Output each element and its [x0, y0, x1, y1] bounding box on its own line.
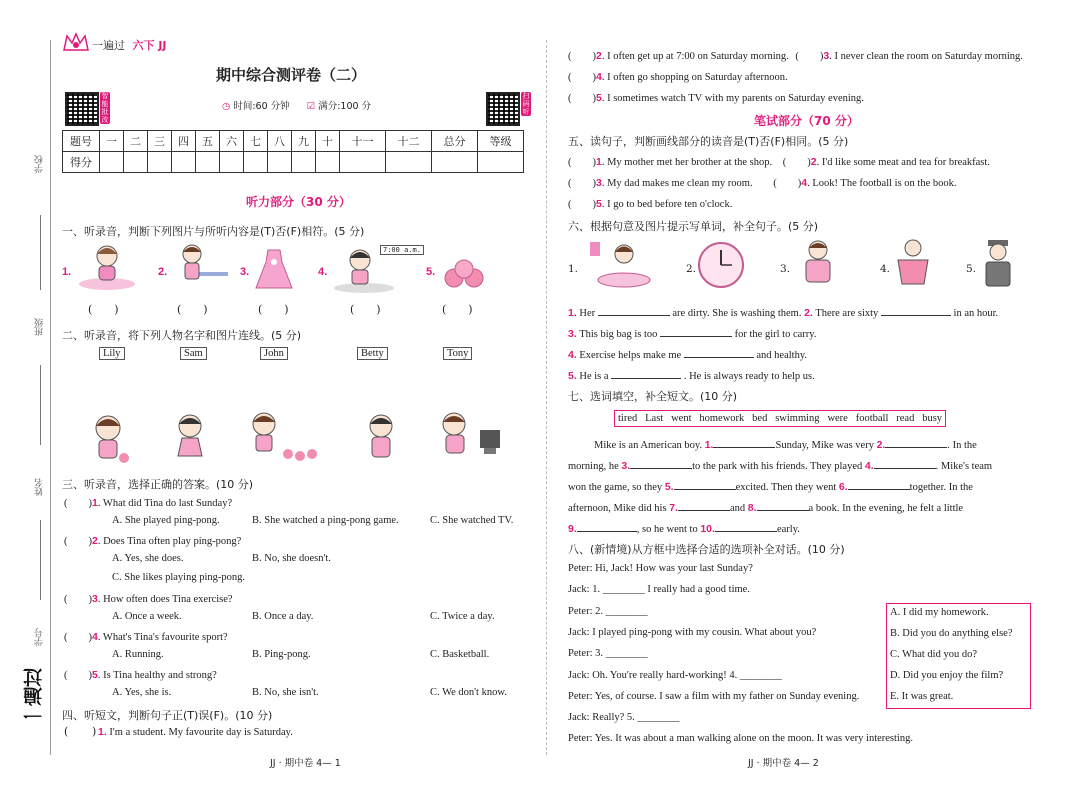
mcq-option[interactable]: A. Yes, she is.: [112, 687, 172, 698]
s4-row-4: ( )4. I often go shopping on Saturday afternoon.: [568, 71, 788, 83]
answer-paren[interactable]: ( ): [64, 632, 92, 643]
s6-line-4: [568, 367, 815, 384]
brand-grade: 六下 JJ: [132, 39, 167, 52]
passage-blank-4[interactable]: [874, 457, 936, 469]
name-tony[interactable]: Tony: [443, 347, 472, 360]
answer-paren[interactable]: ( ): [64, 594, 92, 605]
s4-row-5: ( )5. I sometimes watch TV with my parents on Saturday evening.: [568, 92, 864, 104]
score-input-cell[interactable]: [220, 152, 244, 173]
s6-pic-label-1: 1.: [568, 263, 579, 275]
picture-girl-bag: [798, 238, 838, 290]
side-class: 班级: [35, 318, 45, 336]
binding-line: [50, 40, 51, 755]
question-text: Does Tina often play ping-pong?: [103, 536, 242, 547]
passage-text: to the park with his friends. They played: [692, 461, 863, 472]
table-cell: 十二: [386, 131, 432, 152]
dialogue-line: Peter: Yes. It was about a man walking alone on the moon. It was very interesting.: [568, 733, 913, 745]
mcq-question: ( )2. Does Tina often play ping-pong?: [64, 535, 242, 547]
table-cell: 七: [244, 131, 268, 152]
question-text: How often does Tina exercise?: [103, 594, 233, 605]
s6-line-2: [568, 325, 816, 342]
mcq-option[interactable]: A. Once a week.: [112, 611, 182, 622]
blank-number: 7.: [669, 502, 678, 514]
brand-name: 一遍过: [92, 39, 125, 52]
s1-label-2: 2.: [158, 266, 168, 278]
answer-paren[interactable]: ( ): [568, 72, 596, 83]
qr-code-right[interactable]: [486, 92, 520, 126]
s6-q5-number: 5.: [568, 370, 577, 382]
s4-q4-text: I often go shopping on Saturday afternoon.: [607, 72, 788, 83]
passage-blank-10[interactable]: [715, 520, 777, 532]
picture-girl-washing: [72, 242, 142, 292]
s6-pic-label-2: 2.: [686, 263, 697, 275]
passage-text: together. In the: [909, 482, 973, 493]
option-item[interactable]: C. What did you do?: [890, 649, 978, 660]
question-text: Is Tina healthy and strong?: [103, 670, 217, 681]
passage-blank-5[interactable]: [674, 478, 736, 490]
question-number: 5: [92, 669, 98, 681]
answer-paren[interactable]: ( ): [568, 93, 596, 104]
picture-kid-running[interactable]: [164, 412, 214, 467]
full-score: 满分:100 分: [318, 101, 372, 112]
answer-paren[interactable]: ( ): [795, 51, 824, 62]
answer-paren[interactable]: ( ): [568, 178, 596, 189]
blank-number: 10.: [700, 523, 715, 535]
score-input-cell[interactable]: [196, 152, 220, 173]
s6-line-3: [568, 346, 807, 363]
passage-text: a book. In the evening, he felt a little: [808, 503, 964, 514]
qr-code-left[interactable]: [65, 92, 99, 126]
blank-number: 3.: [621, 460, 631, 472]
s1-label-4: 4.: [318, 266, 328, 278]
s1-answer-4[interactable]: ( ): [350, 303, 381, 316]
name-john[interactable]: John: [260, 347, 288, 360]
table-cell: 十一: [340, 131, 386, 152]
word-bank-item: homework: [699, 413, 745, 424]
dialogue-line: Peter: Yes, of course. I saw a film with my father on Sunday evening.: [568, 690, 860, 702]
picture-girl-washing-clothes: [584, 238, 654, 290]
table-cell: 十: [316, 131, 340, 152]
answer-paren[interactable]: ( ): [64, 536, 92, 547]
section1-title: 一、听录音，判断下列图片与所听内容是(T)否(F)相符。(5 分): [62, 225, 365, 238]
answer-paren[interactable]: ( ): [64, 670, 92, 681]
passage-blank-9[interactable]: [577, 520, 637, 532]
mcq-question: ( )1. What did Tina do last Sunday?: [64, 497, 233, 509]
dialogue-line: Jack: Oh. You're really hard-working! 4. ________: [568, 669, 782, 681]
picture-kid-waving[interactable]: [356, 412, 406, 467]
mcq-option[interactable]: B. She watched a ping-pong game.: [252, 515, 399, 526]
score-input-cell[interactable]: [340, 152, 386, 173]
s6-blank-3[interactable]: [660, 325, 732, 337]
side-blank-school: [40, 215, 41, 290]
s1-answer-2[interactable]: ( ): [177, 303, 208, 316]
section7-title: 七、选词填空，补全短文。(10 分): [568, 390, 738, 403]
s4-q3-text: I never clean the room on Saturday morning.: [834, 51, 1023, 62]
s1-label-5: 5.: [426, 266, 436, 278]
passage-blank-6[interactable]: [848, 478, 910, 490]
mcq-option[interactable]: C. She watched TV.: [430, 515, 514, 526]
mcq-question: ( )3. How often does Tina exercise?: [64, 593, 233, 605]
s5-q5-number: 5: [596, 198, 602, 210]
score-input-cell[interactable]: [386, 152, 432, 173]
score-input-cell[interactable]: [148, 152, 172, 173]
passage-blank-1[interactable]: [713, 436, 775, 448]
table-cell: 八: [268, 131, 292, 152]
question-number: 3: [92, 593, 98, 605]
mcq-option[interactable]: A. Yes, she does.: [112, 553, 184, 564]
score-input-cell[interactable]: [268, 152, 292, 173]
s6-pic-label-3: 3.: [780, 263, 791, 275]
table-cell: 等级: [478, 131, 524, 152]
table-cell: 三: [148, 131, 172, 152]
word-bank-item: went: [671, 413, 692, 424]
blank-number: 6.: [838, 481, 848, 493]
s4-row-2-3: ( )2. I often get up at 7:00 on Saturday morning. ( )3. I never clean the room on Saturday morning.: [568, 50, 1023, 62]
dialogue-line: Jack: Really? 5. ________: [568, 712, 680, 724]
dialogue-line: Peter: 2. ________: [568, 605, 648, 617]
brand-header: [92, 39, 167, 53]
section5-title: 五、读句子，判断画线部分的读音是(T)否(F)相同。(5 分): [568, 135, 849, 148]
s6-l4b: . He is always ready to help us.: [683, 371, 815, 382]
section2-title: 二、听录音，将下列人物名字和图片连线。(5 分): [62, 329, 302, 342]
s6-l2a: This big bag is too: [579, 329, 658, 340]
passage-text: won the game, so they: [568, 482, 663, 493]
time-limit: 时间:60 分钟: [233, 101, 290, 112]
s4-q5-text: I sometimes watch TV with my parents on Saturday evening.: [607, 93, 864, 104]
mcq-option[interactable]: B. No, she doesn't.: [252, 553, 331, 564]
s5-row-3-4: ( )3. My dad makes me clean my room. ( )4. Look! The football is on the book.: [568, 177, 957, 189]
answer-paren[interactable]: ( ): [568, 199, 596, 210]
table-cell: 四: [172, 131, 196, 152]
picture-boy-ping-pong: [172, 242, 230, 292]
side-number: 学号: [35, 628, 45, 646]
passage-blank-3[interactable]: [630, 457, 692, 469]
right-footer: JJ · 期中卷 4— 2: [748, 758, 819, 769]
name-sam[interactable]: Sam: [180, 347, 207, 360]
passage-text: Mike is an American boy.: [594, 440, 703, 451]
picture-kid-ball[interactable]: [84, 412, 134, 467]
option-item[interactable]: A. I did my homework.: [890, 607, 989, 618]
s4-question-1: [98, 725, 293, 740]
mcq-question: ( )4. What's Tina's favourite sport?: [64, 631, 228, 643]
s4-q1-text: I'm a student. My favourite day is Saturday.: [109, 727, 293, 738]
passage-line-5: [568, 520, 800, 537]
passage-text: Sunday, Mike was very: [775, 440, 874, 451]
s5-row-1-2: ( )1. My mother met her brother at the shop. ( )2. I'd like some meat and tea for breakfast.: [568, 156, 990, 168]
dialogue-line: Jack: 1. ________ I really had a good time.: [568, 584, 750, 596]
picture-tomatoes: [440, 258, 490, 292]
page-title: 期中综合测评卷（二）: [216, 66, 367, 84]
score-input-cell[interactable]: [172, 152, 196, 173]
picture-kid-flowers[interactable]: [244, 410, 324, 466]
picture-strong-man: [890, 238, 936, 290]
section3-title: 三、听录音，选择正确的答案。(10 分): [62, 478, 254, 491]
table-cell: 一: [100, 131, 124, 152]
s5-q4-text: Look! The football is on the book.: [812, 178, 957, 189]
writing-title: 笔试部分（70 分）: [754, 114, 859, 128]
passage-text: , so he went to: [636, 524, 698, 535]
mcq-option[interactable]: B. No, she isn't.: [252, 687, 319, 698]
table-cell: 九: [292, 131, 316, 152]
left-footer: JJ · 期中卷 4— 1: [270, 758, 341, 769]
word-bank: [614, 410, 946, 427]
s4-q1-number: 1.: [98, 726, 107, 738]
question-number: 2: [92, 535, 98, 547]
clock-icon: ◷: [222, 101, 231, 112]
word-bank-item: football: [855, 413, 889, 424]
table-cell: 五: [196, 131, 220, 152]
score-input-cell[interactable]: [124, 152, 148, 173]
s6-q1-number: 1.: [568, 307, 577, 319]
passage-line-2: [568, 457, 992, 474]
passage-blank-2[interactable]: [885, 436, 947, 448]
s6-q4-number: 4.: [568, 349, 577, 361]
section8-title: 八、(新情境)从方框中选择合适的选项补全对话。(10 分): [568, 543, 845, 556]
s5-q1-text: My mother met her brother at the shop.: [607, 157, 773, 168]
option-item[interactable]: E. It was great.: [890, 691, 954, 702]
passage-text: and: [729, 503, 746, 514]
s6-blank-5[interactable]: [611, 367, 681, 379]
s6-l1d: in an hour.: [953, 308, 999, 319]
crown-logo-icon: [62, 32, 90, 54]
s6-l3a: Exercise helps make me: [579, 350, 682, 361]
s6-line-1: [568, 304, 998, 321]
s1-label-3: 3.: [240, 266, 250, 278]
s6-blank-2[interactable]: [881, 304, 951, 316]
score-input-cell[interactable]: [244, 152, 268, 173]
dialogue-line: Jack: I played ping-pong with my cousin. What about you?: [568, 626, 817, 638]
passage-text: afternoon, Mike did his: [568, 503, 667, 514]
dialogue-line: Peter: 3. ________: [568, 648, 648, 660]
score-input-cell[interactable]: [478, 152, 524, 173]
word-bank-item: were: [827, 413, 848, 424]
table-cell: 二: [124, 131, 148, 152]
s6-l1c: There are sixty: [815, 308, 879, 319]
s6-q2-number: 2.: [804, 307, 813, 319]
s4-answer-1[interactable]: (: [64, 725, 69, 738]
s5-q5-text: I go to bed before ten o'clock.: [607, 199, 733, 210]
mcq-question: ( )5. Is Tina healthy and strong?: [64, 669, 217, 681]
mcq-option[interactable]: A. Running.: [112, 649, 164, 660]
word-bank-item: swimming: [775, 413, 820, 424]
passage-line-4: [568, 499, 963, 516]
passage-line-3: [568, 478, 973, 495]
passage-text: morning, he: [568, 461, 619, 472]
question-text: What did Tina do last Sunday?: [102, 498, 233, 509]
table-cell: 总分: [432, 131, 478, 152]
side-school: 学校: [35, 155, 45, 173]
s6-q3-number: 3.: [568, 328, 577, 340]
score-table-header-row: [63, 131, 524, 152]
score-input-cell[interactable]: [100, 152, 124, 173]
s5-q3-text: My dad makes me clean my room.: [607, 178, 753, 189]
blank-number: 8.: [747, 502, 757, 514]
blank-number: 9.: [568, 523, 577, 535]
qr-left-label: 智能批改: [101, 92, 109, 124]
blank-number: 4.: [864, 460, 874, 472]
score-input-cell[interactable]: [316, 152, 340, 173]
s6-l3b: and healthy.: [756, 350, 808, 361]
s1-answer-5[interactable]: ( ): [442, 303, 473, 316]
s6-pic-label-4: 4.: [880, 263, 891, 275]
question-number: 1: [92, 497, 98, 509]
word-bank-item: Last: [645, 413, 664, 424]
passage-text: . Mike's team: [935, 461, 993, 472]
s4-q3-number: 3: [823, 50, 830, 62]
mcq-option[interactable]: A. She played ping-pong.: [112, 515, 220, 526]
s6-blank-1[interactable]: [598, 304, 670, 316]
page-divider: [546, 40, 547, 755]
score-table-score-row: [63, 152, 524, 173]
blank-number: 5.: [664, 481, 674, 493]
passage-text: excited. Then they went: [735, 482, 837, 493]
s4-q5-number: 5: [596, 92, 602, 104]
word-bank-item: bed: [752, 413, 768, 424]
s6-l1b: are dirty. She is washing them.: [672, 308, 802, 319]
section4-title: 四、听短文，判断句子正(T)误(F)。(10 分): [62, 709, 273, 722]
exam-meta: [222, 100, 371, 114]
s1-label-1: 1.: [62, 266, 72, 278]
brand-logo: [62, 32, 90, 54]
passage-line-1: [594, 436, 977, 453]
s5-q1-number: 1: [596, 156, 602, 168]
name-lily[interactable]: Lily: [99, 347, 125, 360]
question-text: What's Tina's favourite sport?: [102, 632, 228, 643]
mcq-option[interactable]: C. We don't know.: [430, 687, 507, 698]
s4-q4-number: 4: [596, 71, 602, 83]
side-blank-name: [40, 520, 41, 600]
table-cell: 题号: [63, 131, 100, 152]
word-bank-item: busy: [922, 413, 943, 424]
table-cell: 六: [220, 131, 244, 152]
picture-dress: [252, 244, 296, 292]
s6-l2b: for the girl to carry.: [734, 329, 817, 340]
s5-q2-text: I'd like some meat and tea for breakfast.: [821, 157, 990, 168]
side-name: 姓名: [35, 478, 45, 496]
section6-title: 六、根据句意及图片提示写单词，补全句子。(5 分): [568, 220, 819, 233]
mcq-option[interactable]: B. Ping-pong.: [252, 649, 311, 660]
blank-number: 1.: [704, 439, 714, 451]
s5-row-5: ( )5. I go to bed before ten o'clock.: [568, 198, 733, 210]
option-item[interactable]: D. Did you enjoy the film?: [890, 670, 1004, 681]
brand-vertical: [20, 668, 45, 758]
listening-title: 听力部分（30 分）: [246, 195, 351, 209]
answer-paren[interactable]: ( ): [773, 178, 802, 189]
picture-kid-tv[interactable]: [434, 410, 504, 466]
picture-policeman: [978, 238, 1018, 290]
s4-answer-1-close: ): [92, 725, 97, 738]
qr-right-label: 扫码听: [522, 92, 530, 116]
s5-q3-number: 3: [596, 177, 602, 189]
s4-q2-text: I often get up at 7:00 on Saturday morning.: [607, 51, 789, 62]
mcq-option[interactable]: C. She likes playing ping-pong.: [112, 572, 245, 583]
picture-clock-face: [696, 240, 746, 290]
s5-q2-number: 2: [810, 156, 817, 168]
mcq-option[interactable]: C. Basketball.: [430, 649, 490, 660]
s6-blank-4[interactable]: [684, 346, 754, 358]
passage-text: . In the: [947, 440, 977, 451]
score-input-cell[interactable]: [292, 152, 316, 173]
dialogue-line: Peter: Hi, Jack! How was your last Sunday?: [568, 563, 753, 574]
table-cell: 得分: [63, 152, 100, 173]
score-input-cell[interactable]: [432, 152, 478, 173]
passage-text: early.: [776, 524, 800, 535]
passage-blank-8[interactable]: [757, 499, 809, 511]
question-number: 4: [92, 631, 98, 643]
check-icon: ☑: [306, 101, 316, 112]
option-item[interactable]: B. Did you do anything else?: [890, 628, 1013, 639]
brand-vertical-text: 一遍过: [23, 668, 45, 725]
answer-paren[interactable]: ( ): [568, 51, 596, 62]
s1-answer-1[interactable]: ( ): [88, 303, 119, 316]
side-blank-class: [40, 365, 41, 445]
right-page: [548, 0, 1080, 794]
clock-time-label: 7:00 a.m.: [380, 245, 424, 255]
name-betty[interactable]: Betty: [357, 347, 388, 360]
s5-q4-number: 4: [801, 177, 808, 189]
s6-l1a: Her: [579, 308, 596, 319]
blank-number: 2.: [876, 439, 886, 451]
passage-blank-7[interactable]: [678, 499, 730, 511]
s6-l4a: He is a: [579, 371, 609, 382]
word-bank-item: read: [896, 413, 915, 424]
s6-pic-label-5: 5.: [966, 263, 977, 275]
s1-answer-3[interactable]: ( ): [258, 303, 289, 316]
score-table: [62, 130, 524, 173]
answer-paren[interactable]: ( ): [568, 157, 596, 168]
answer-paren[interactable]: ( ): [782, 157, 811, 168]
answer-paren[interactable]: ( ): [64, 498, 92, 509]
word-bank-item: tired: [618, 413, 638, 424]
mcq-option[interactable]: B. Once a day.: [252, 611, 314, 622]
mcq-option[interactable]: C. Twice a day.: [430, 611, 495, 622]
s4-q2-number: 2: [596, 50, 602, 62]
